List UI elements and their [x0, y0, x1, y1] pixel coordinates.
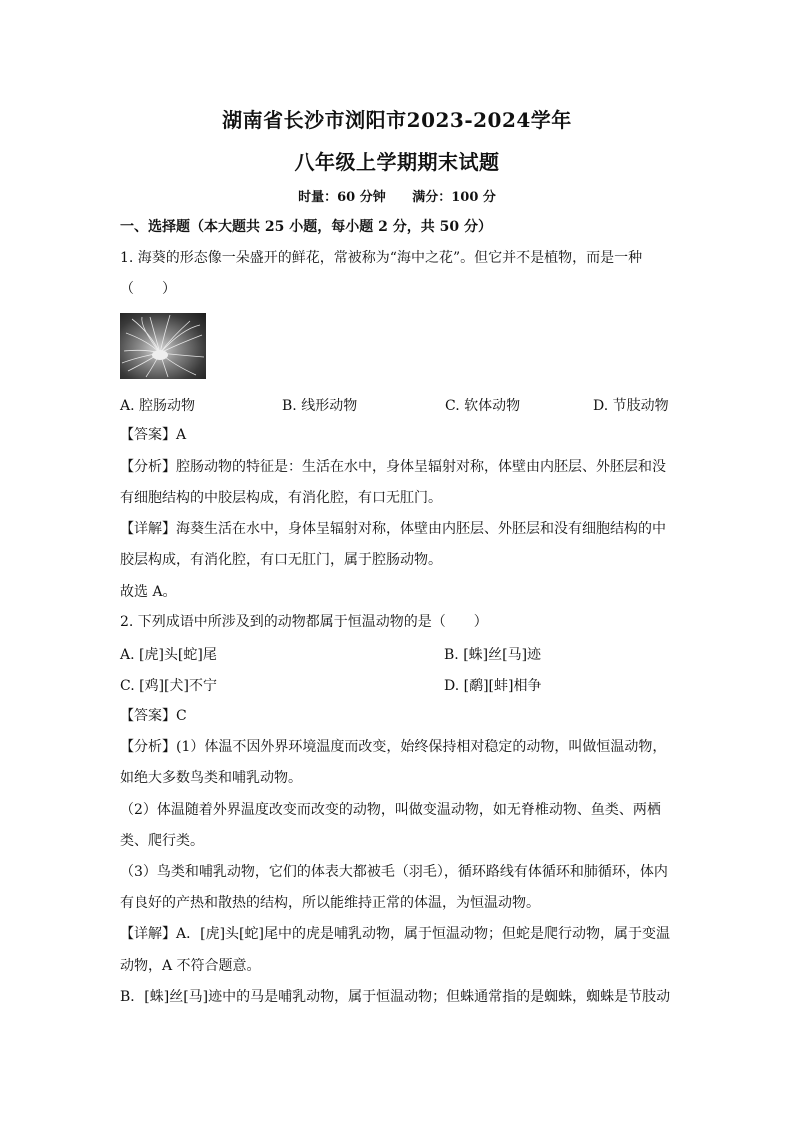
q2-analysis-p3-line1: （3）鸟类和哺乳动物，它们的体表大都被毛（羽毛），循环路线有体循环和肺循环，体内	[120, 864, 668, 880]
q2-option-d: D. [鹬][蚌]相争	[444, 678, 542, 694]
q1-option-a: A. 腔肠动物	[120, 398, 196, 414]
exam-meta	[0, 186, 794, 205]
q2-detail-line2: 动物，A 不符合题意。	[120, 958, 261, 974]
q2-option-b: B. [蛛]丝[马]迹	[444, 647, 542, 663]
q1-analysis-line2: 有细胞结构的中胶层构成，有消化腔，有口无肛门。	[120, 490, 442, 506]
section-heading: 一、选择题（本大题共 25 小题，每小题 2 分，共 50 分）	[120, 219, 492, 235]
q1-stem-line1: 1. 海葵的形态像一朵盛开的鲜花，常被称为“海中之花”。但它并不是植物，而是一种	[120, 250, 643, 266]
q2-analysis-p1-line1: 【分析】(1）体温不因外界环境温度而改变，始终保持相对稳定的动物，叫做恒温动物，	[120, 739, 667, 755]
q2-stem: 2. 下列成语中所涉及到的动物都属于恒温动物的是（ ）	[120, 614, 488, 630]
q1-stem-line2: （ ）	[120, 281, 176, 297]
sea-anemone-image	[120, 313, 206, 379]
exam-title-line2: 八年级上学期期末试题	[294, 150, 500, 174]
q2-option-a: A. [虎]头[蛇]尾	[120, 647, 217, 663]
q1-option-d: D. 节肢动物	[593, 398, 669, 414]
q1-detail-line2: 胶层构成，有消化腔，有口无肛门，属于腔肠动物。	[120, 552, 442, 568]
full-score: 满分：100 分	[412, 190, 496, 205]
q2-analysis-p3-line2: 有良好的产热和散热的结构，所以能维持正常的体温，为恒温动物。	[120, 895, 540, 911]
q1-option-b: B. 线形动物	[282, 398, 358, 414]
q2-detail-line3: B．[蛛]丝[马]迹中的马是哺乳动物，属于恒温动物；但蛛通常指的是蜘蛛，蜘蛛是节肢动	[120, 989, 671, 1005]
q2-analysis-p2-line2: 类、爬行类。	[120, 833, 204, 849]
q2-analysis-p2-line1: （2）体温随着外界温度改变而改变的动物，叫做变温动物，如无脊椎动物、鱼类、两栖	[120, 802, 661, 818]
q1-conclusion: 故选 A。	[120, 584, 177, 600]
q2-detail-line1: 【详解】A．[虎]头[蛇]尾中的虎是哺乳动物，属于恒温动物；但蛇是爬行动物，属于变温	[120, 926, 670, 942]
q1-option-c: C. 软体动物	[445, 398, 521, 414]
q1-analysis-line1: 【分析】腔肠动物的特征是：生活在水中，身体呈辐射对称，体壁由内胚层、外胚层和没	[120, 459, 666, 475]
q2-analysis-p1-line2: 如绝大多数鸟类和哺乳动物。	[120, 770, 302, 786]
q2-answer: 【答案】C	[120, 708, 187, 724]
q1-detail-line1: 【详解】海葵生活在水中，身体呈辐射对称，体壁由内胚层、外胚层和没有细胞结构的中	[120, 521, 666, 537]
exam-title-line1: 湖南省长沙市浏阳市2023-2024学年	[222, 108, 572, 132]
q1-answer: 【答案】A	[120, 427, 187, 443]
q2-option-c: C. [鸡][犬]不宁	[120, 678, 217, 694]
time-limit: 时量：60 分钟	[298, 190, 386, 205]
